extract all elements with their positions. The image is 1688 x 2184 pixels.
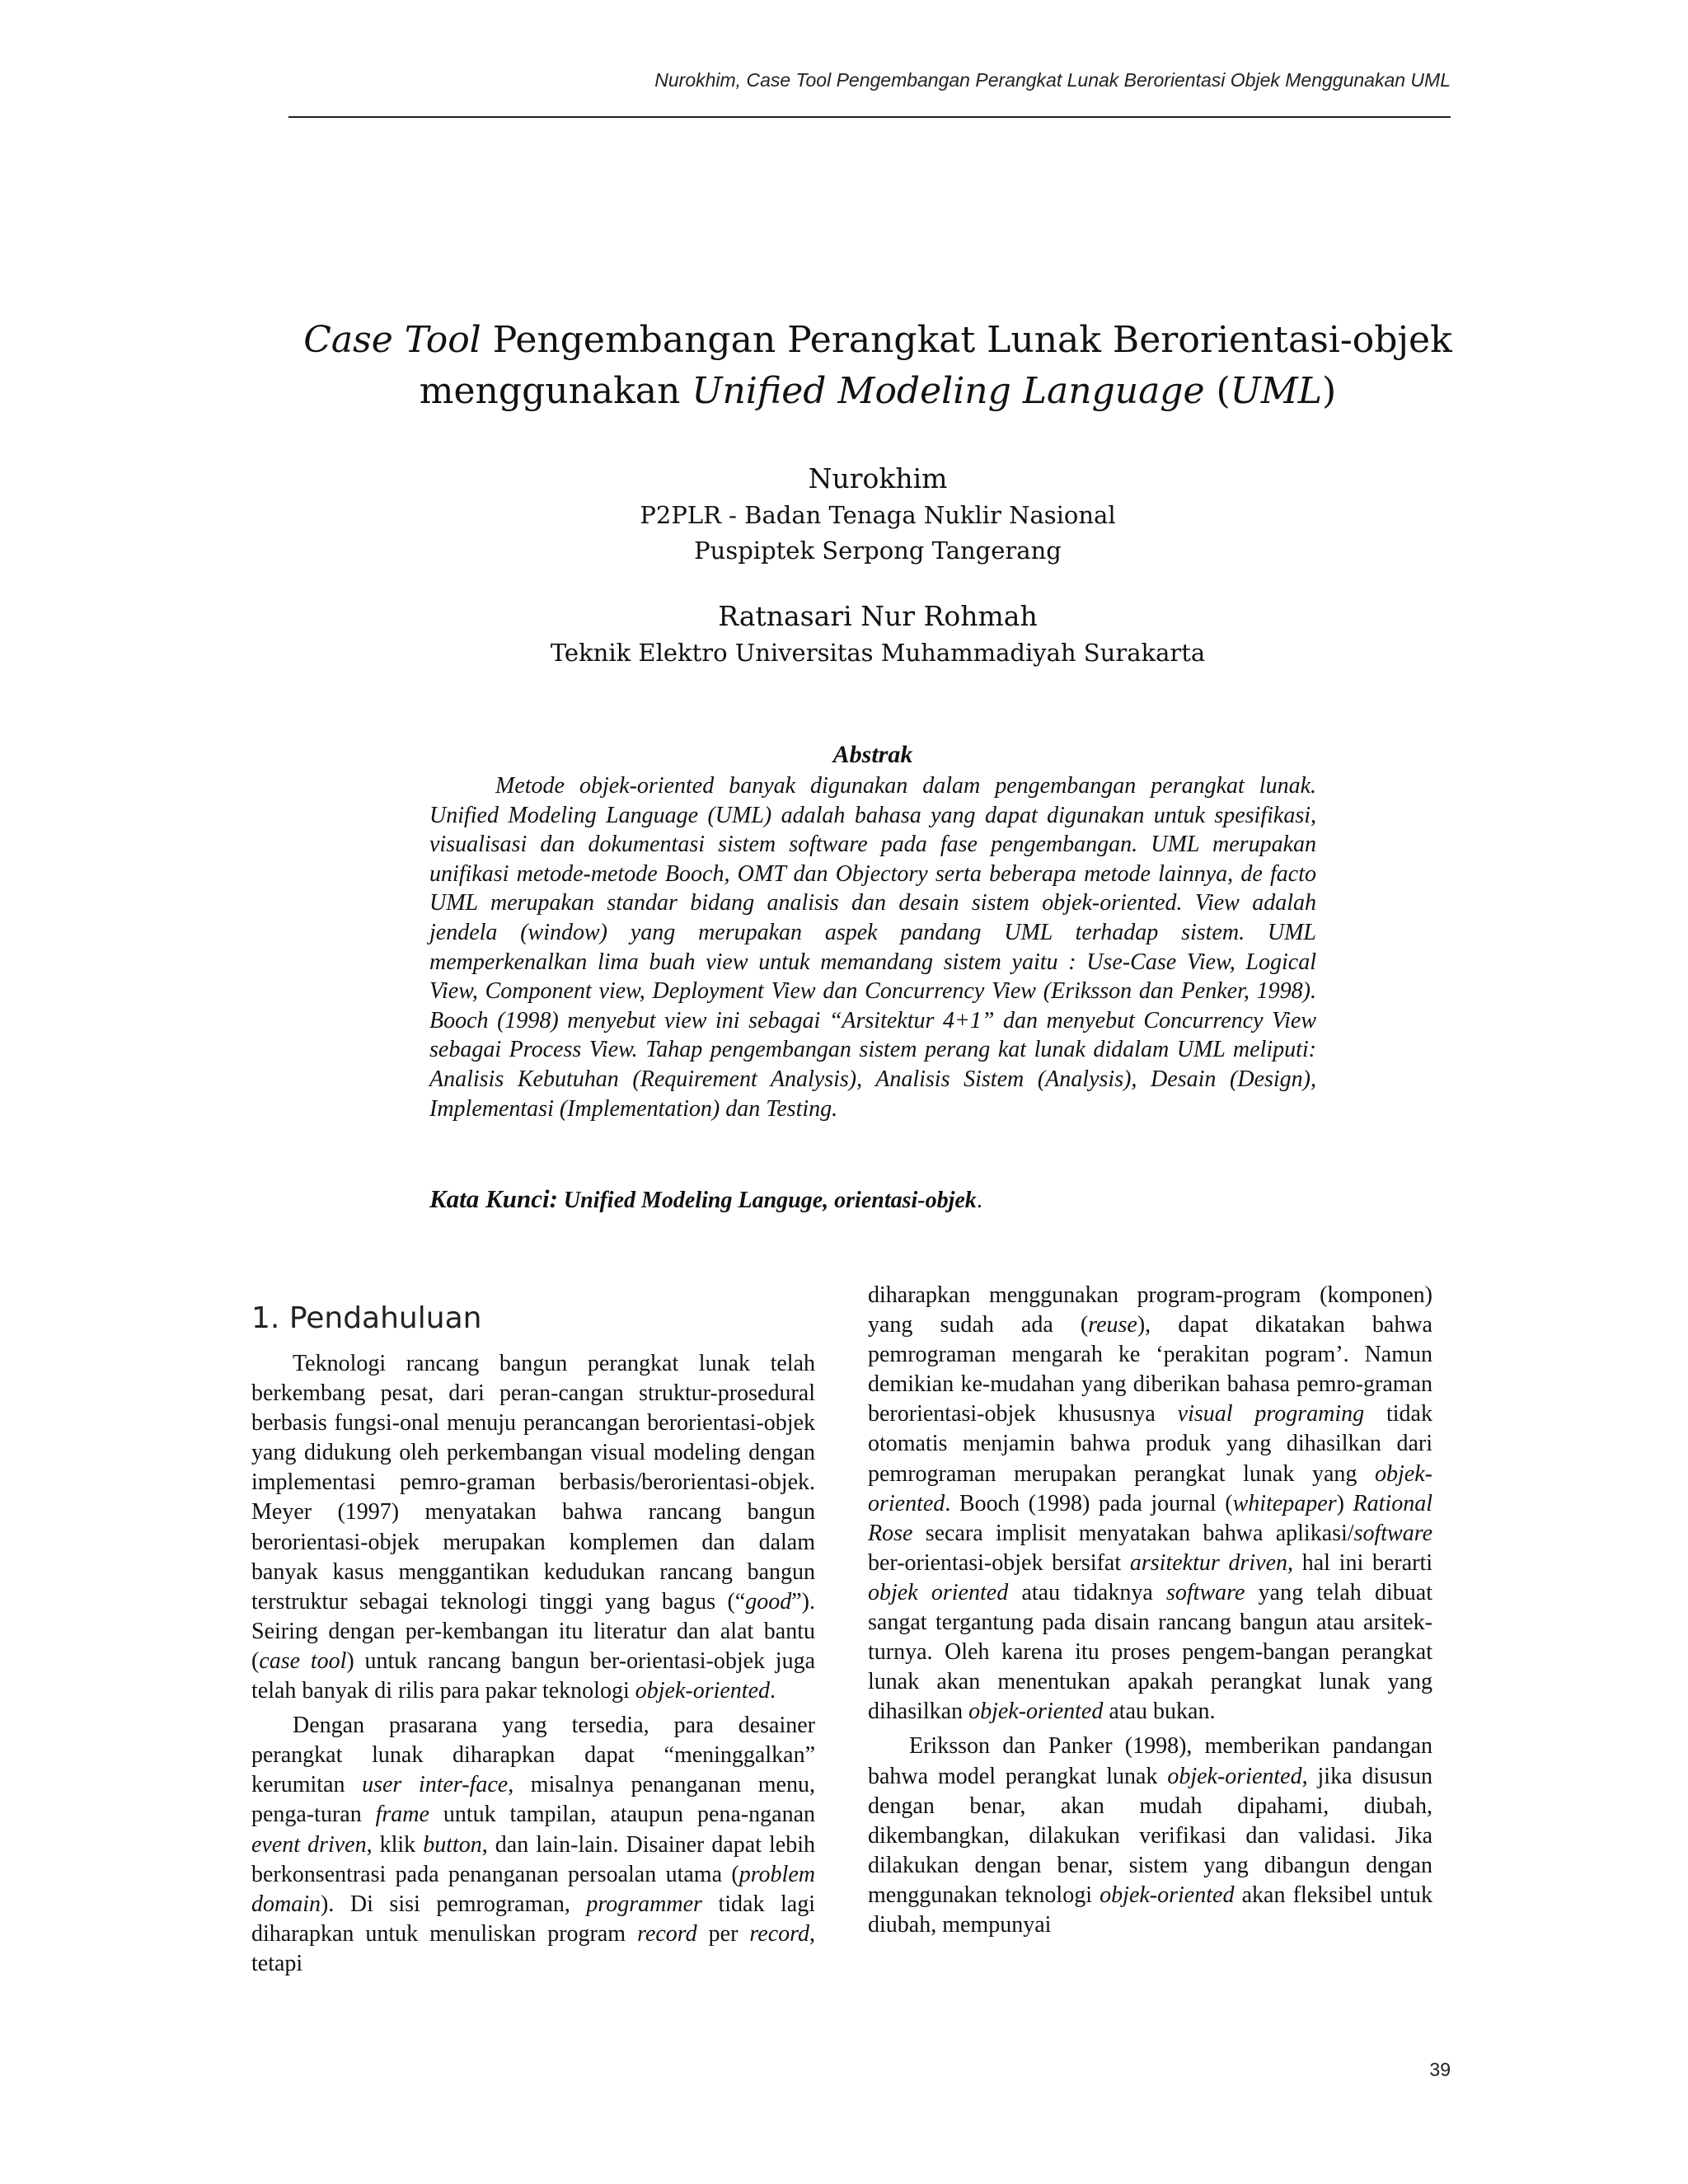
left-column	[251, 1349, 815, 1979]
italic-term: frame	[375, 1802, 429, 1828]
text-run: diharapkan menggunakan program-program (komponen) yang sudah ada (	[868, 1282, 1432, 1338]
text-run: Dengan prasarana yang tersedia, para desainer perangkat lunak diharapkan dapat “meninggalkan” kerumitan	[251, 1713, 815, 1798]
italic-term: user inter-face	[362, 1772, 509, 1798]
text-run: .	[770, 1678, 776, 1704]
text-run: . Booch (1998) pada journal (	[945, 1490, 1233, 1516]
text-run: , tetapi	[251, 1920, 815, 1976]
italic-term: objek oriented	[868, 1579, 1009, 1605]
text-run: untuk tampilan, ataupun pena-nganan	[429, 1802, 815, 1828]
keywords-label: Kata Kunci:	[429, 1184, 558, 1213]
text-run: , jika disusun dengan benar, akan mudah dipahami, diubah, dikembangkan, dilakukan verifikasi dan validasi. Jika dilakukan dengan benar, sistem yang dibangun dengan menggunakan teknologi	[868, 1763, 1433, 1908]
italic-term: objek-oriented	[868, 1460, 1432, 1516]
italic-term: good	[745, 1588, 792, 1615]
title-line-2	[247, 366, 1508, 417]
italic-term: event driven	[251, 1831, 367, 1858]
text-run: ”). Seiring dengan per-kembangan itu literatur dan alat bantu (	[251, 1588, 815, 1674]
italic-term: button	[423, 1831, 482, 1858]
title-open-paren: (	[1204, 370, 1231, 412]
keywords-period: .	[976, 1188, 982, 1213]
paragraph-intro-continued	[868, 1281, 1432, 1727]
title-italic-case-tool: Case Tool	[303, 319, 481, 361]
italic-term: Rational Rose	[868, 1490, 1432, 1546]
text-run: , klik	[366, 1831, 424, 1858]
text-run: atau tidaknya	[1008, 1579, 1166, 1605]
text-run: , dan lain-lain. Disainer dapat lebih berkonsentrasi pada penanganan persoalan utama (	[251, 1831, 815, 1887]
author-affiliation: Puspiptek Serpong Tangerang	[694, 537, 1062, 565]
right-column	[868, 1281, 1432, 1940]
keywords	[429, 1184, 1316, 1216]
italic-term: arsitektur driven,	[1129, 1549, 1294, 1576]
author-name: Nurokhim	[808, 462, 948, 494]
paper-title	[247, 315, 1508, 417]
italic-term: whitepaper	[1232, 1490, 1337, 1516]
italic-term: reuse	[1088, 1312, 1137, 1338]
text-run: secara implisit menyatakan bahwa aplikasi/	[912, 1520, 1354, 1546]
text-run: Eriksson dan Panker (1998), memberikan pandangan bahwa model perangkat lunak	[868, 1733, 1432, 1789]
italic-term: record	[637, 1920, 697, 1947]
italic-term: visual programing	[1177, 1401, 1365, 1427]
abstract-heading: Abstrak	[832, 741, 913, 768]
title-italic-uml-name: Unified Modeling Language	[692, 370, 1205, 412]
italic-term: objek-oriented	[968, 1699, 1104, 1725]
keywords-text: Unified Modeling Languge, orientasi-objek	[557, 1188, 977, 1213]
text-run: )	[1336, 1490, 1353, 1516]
page-number: 39	[1429, 2059, 1451, 2080]
paragraph-intro-1	[251, 1349, 815, 1706]
title-line-1-rest: Pengembangan Perangkat Lunak Berorientasi-objek	[481, 319, 1452, 361]
author-affiliation: Teknik Elektro Universitas Muhammadiyah Surakarta	[550, 639, 1206, 667]
text-run: tidak otomatis menjamin bahwa produk yang dihasilkan dari pemrograman merupakan perangkat lunak yang	[868, 1401, 1432, 1487]
text-run: yang telah dibuat sangat tergantung pada disain rancang bangun atau arsitek-turnya. Oleh karena itu proses pengem-bangan perangkat lunak akan menentukan apakah perangkat lunak yang dihasilkan	[868, 1579, 1432, 1725]
italic-term: objek-oriented	[635, 1678, 771, 1704]
italic-term: case tool	[259, 1647, 347, 1674]
text-run: ), dapat dikatakan bahwa pemrograman mengarah ke ‘perakitan pogram’. Namun demikian ke-mudahan yang diberikan bahasa pemro-graman berorientasi-objek khususnya	[868, 1312, 1432, 1427]
text-run: ) untuk rancang bangun ber-orientasi-objek juga telah banyak di rilis para pakar teknologi	[251, 1647, 816, 1704]
running-head: Nurokhim, Case Tool Pengembangan Perangkat Lunak Berorientasi Objek Menggunakan UML	[654, 69, 1451, 91]
italic-term: programmer	[586, 1891, 702, 1917]
italic-term: software	[1166, 1579, 1245, 1605]
title-line-1	[247, 315, 1508, 366]
section-title: Pendahuluan	[288, 1301, 482, 1335]
italic-term: software	[1353, 1520, 1432, 1546]
title-italic-uml: UML	[1230, 370, 1323, 412]
section-heading	[251, 1299, 481, 1338]
author-name: Ratnasari Nur Rohmah	[718, 600, 1038, 632]
paragraph-eriksson	[868, 1732, 1432, 1940]
italic-term: objek-oriented	[1167, 1763, 1302, 1789]
text-run: ber-orientasi-objek bersifat	[868, 1549, 1130, 1576]
title-line-2-pre: menggunakan	[419, 370, 692, 412]
abstract-body: Metode objek-oriented banyak digunakan dalam pengembangan perangkat lunak. Unified Modeling Language (UML) adalah bahasa yang dapat digunakan untuk spesifikasi, visualisasi dan dokumentasi sistem software pada fase pengembangan. UML merupakan unifikasi metode-metode Booch, OMT dan Objectory serta beberapa metode lainnya, de facto UML merupakan standar bidang analisis dan desain sistem objek-oriented. View adalah jendela (window) yang merupakan aspek pandang UML terhadap sistem. UML memperkenalkan lima buah view untuk memandang sistem yaitu : Use-Case View, Logical View, Component view, Deployment View dan Concurrency View (Eriksson dan Penker, 1998). Booch (1998) menyebut view ini sebagai “Arsitektur 4+1” dan menyebut Concurrency View sebagai Process View. Tahap pengembangan sistem perang kat lunak didalam UML meliputi: Analisis Kebutuhan (Requirement Analysis), Analisis Sistem (Analysis), Desain (Design), Implementasi (Implementation) dan Testing.	[429, 773, 1316, 1122]
text-run: ). Di sisi pemrograman,	[321, 1891, 587, 1917]
text-run: , misalnya penanganan menu, penga-turan	[251, 1772, 815, 1828]
italic-term: problem domain	[251, 1861, 815, 1917]
section-number: 1.	[251, 1301, 280, 1335]
author-block-1	[346, 460, 1409, 569]
text-run: atau bukan.	[1103, 1699, 1216, 1725]
italic-term: objek-oriented	[1100, 1882, 1235, 1908]
text-run: tidak lagi diharapkan untuk menuliskan program	[251, 1891, 815, 1947]
text-run: akan fleksibel untuk diubah, mempunyai	[868, 1882, 1432, 1938]
italic-term: record	[749, 1920, 809, 1947]
author-affiliation: P2PLR - Badan Tenaga Nuklir Nasional	[640, 501, 1116, 529]
text-run: per	[696, 1920, 750, 1947]
title-close-paren: )	[1322, 370, 1337, 412]
header-rule	[288, 116, 1451, 118]
paragraph-intro-2	[251, 1711, 815, 1979]
text-run: hal ini berarti	[1293, 1549, 1433, 1576]
text-run: Teknologi rancang bangun perangkat lunak telah berkembang pesat, dari peran-cangan struktur-prosedural berbasis fungsi-onal menuju perancangan berorientasi-objek yang didukung oleh perkembangan visual modeling dengan implementasi pemro-graman berbasis/berorientasi-objek. Meyer (1997) menyatakan bahwa rancang bangun berorientasi-objek merupakan komplemen dan dalam banyak kasus menggantikan kedudukan rancang bangun terstruktur sebagai teknologi tinggi yang bagus (“	[251, 1351, 815, 1615]
abstract	[429, 738, 1316, 1123]
author-block-2	[346, 598, 1409, 671]
